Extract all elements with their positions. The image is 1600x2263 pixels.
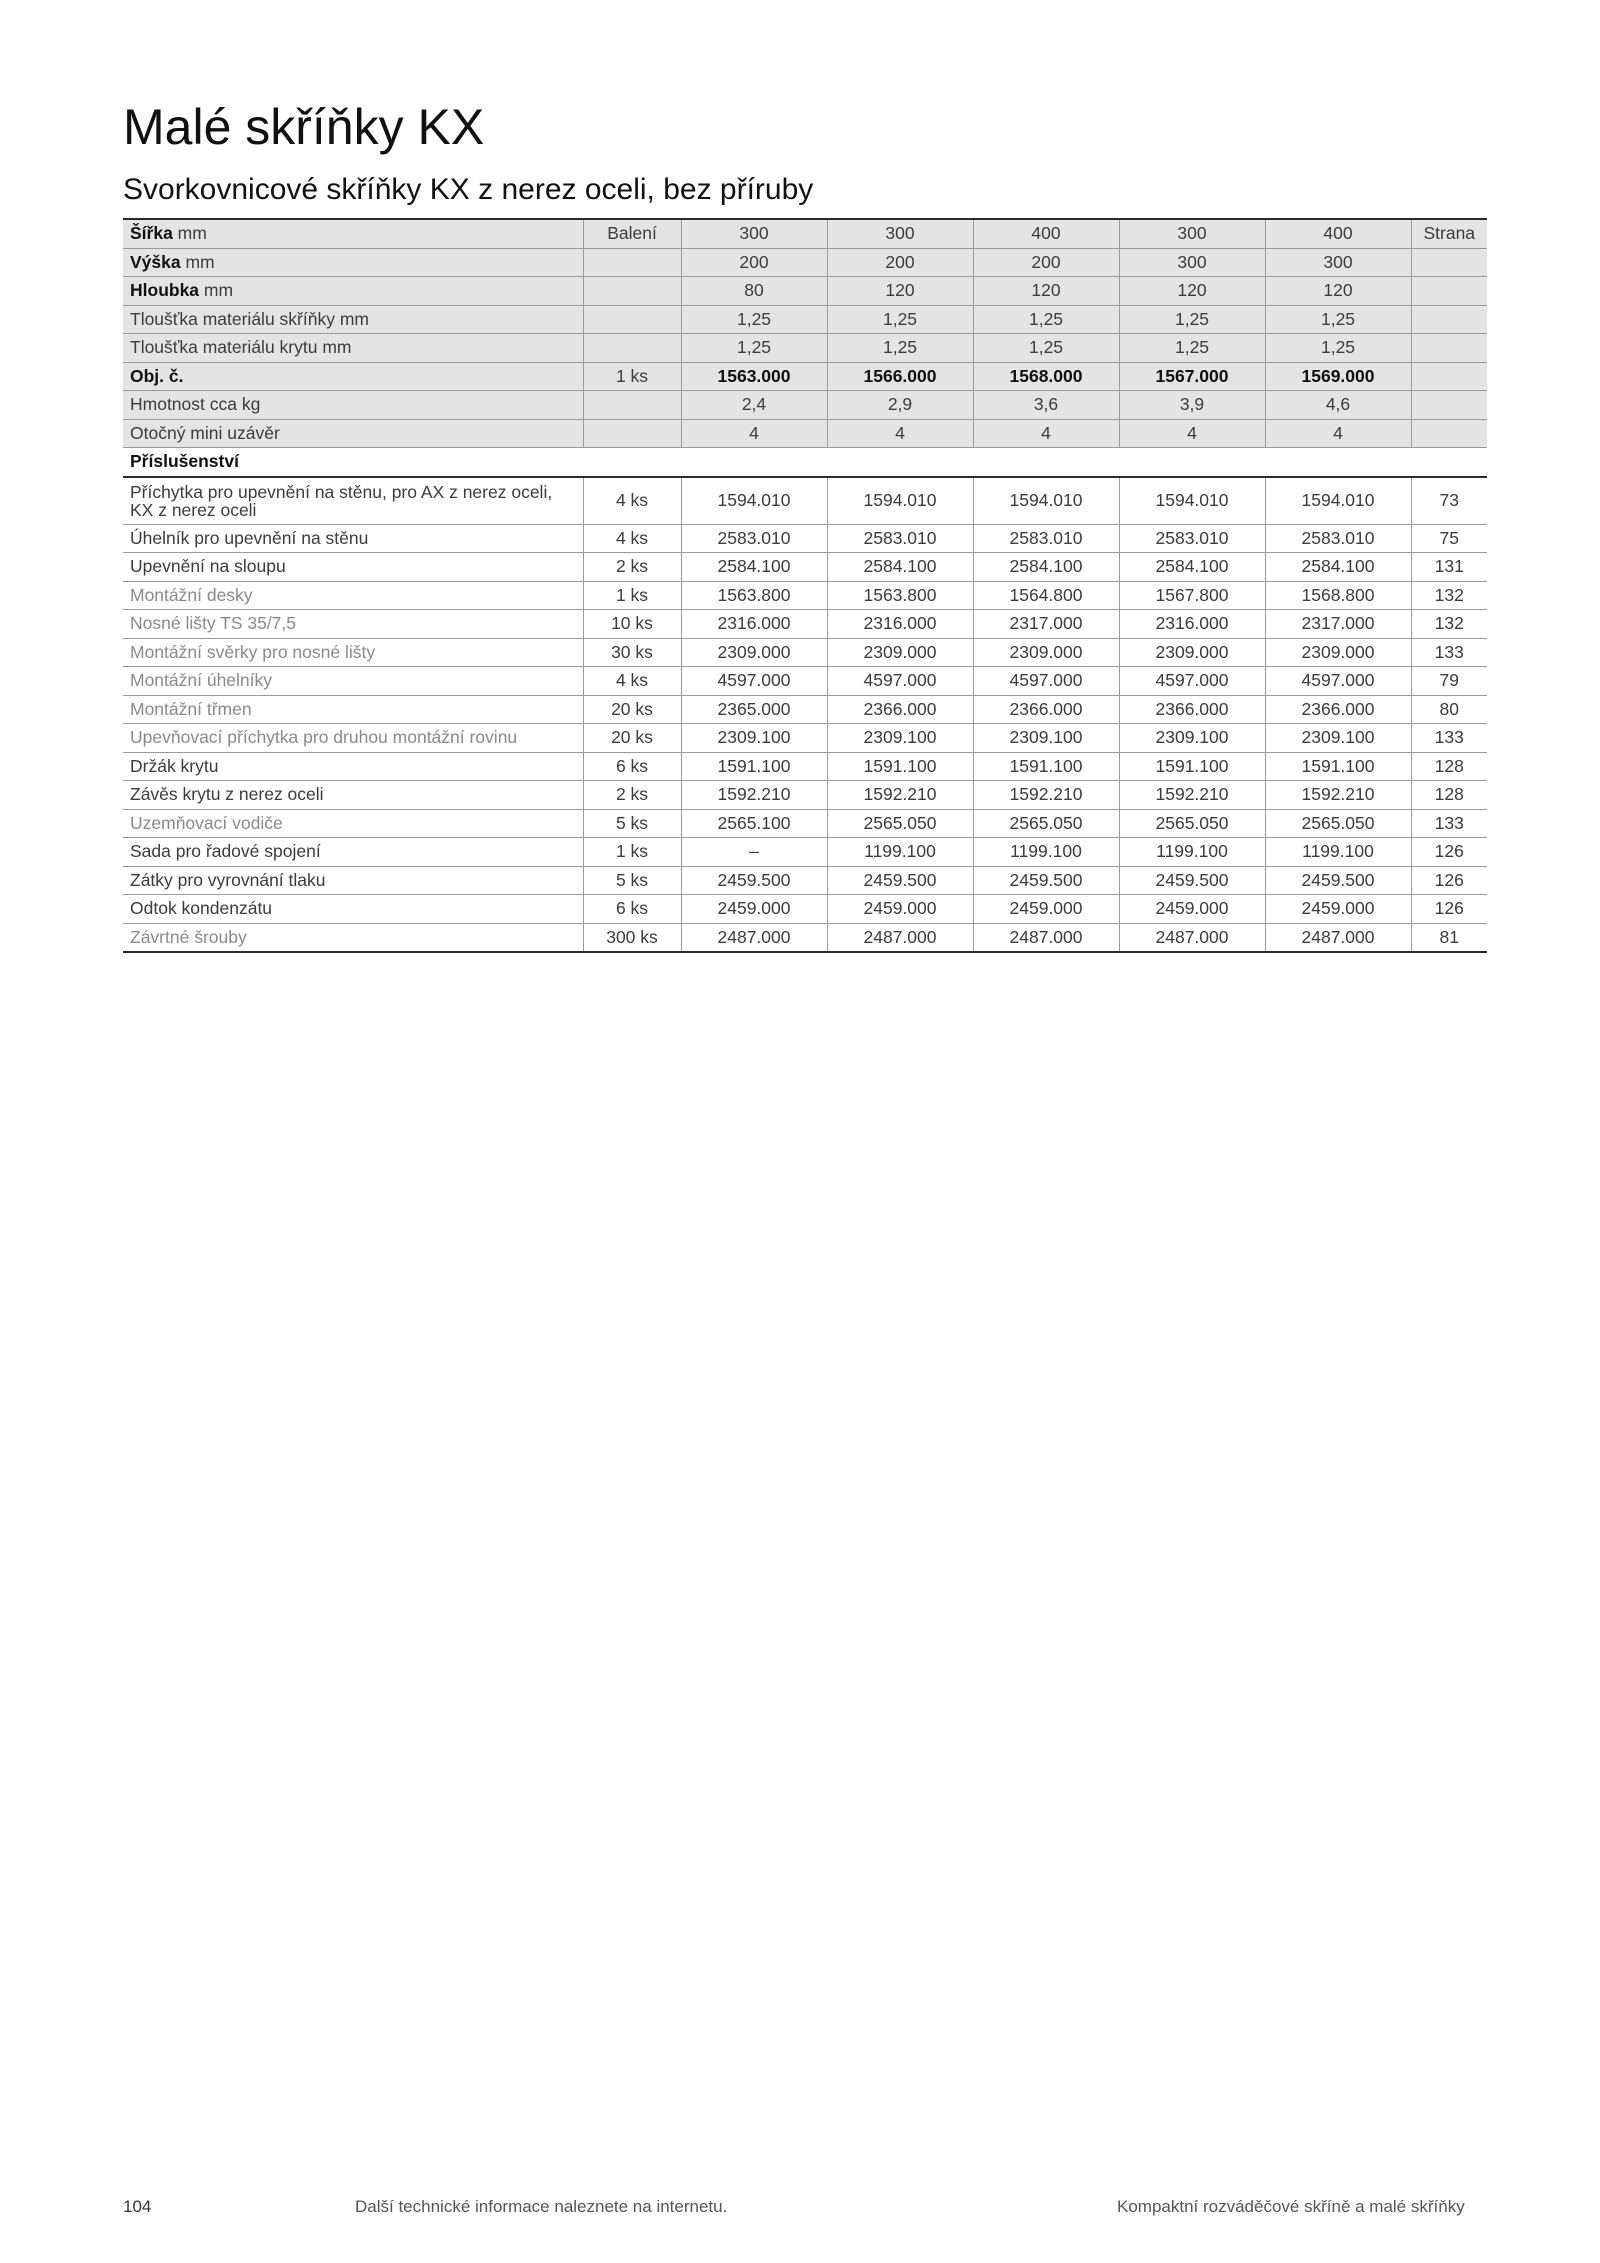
value-cell: 1594.010: [681, 477, 827, 525]
value-cell: 80: [681, 277, 827, 306]
value-cell: 1,25: [827, 334, 973, 363]
row-label: Tloušťka materiálu krytu mm: [123, 334, 583, 363]
row-label: Montážní třmen: [123, 695, 583, 724]
value-cell: 1199.100: [827, 838, 973, 867]
table-row: [123, 610, 1487, 639]
value-cell: 300: [1119, 219, 1265, 248]
page-cell: 79: [1411, 667, 1487, 696]
value-cell: 2584.100: [1265, 553, 1411, 582]
row-label: Nosné lišty TS 35/7,5: [123, 610, 583, 639]
value-cell: 120: [1265, 277, 1411, 306]
pack-cell: Balení: [583, 219, 681, 248]
value-cell: 200: [681, 248, 827, 277]
value-cell: 1594.010: [827, 477, 973, 525]
page-cell: 132: [1411, 610, 1487, 639]
table-row: [123, 524, 1487, 553]
row-label: Úhelník pro upevnění na stěnu: [123, 524, 583, 553]
value-cell: 2309.100: [973, 724, 1119, 753]
page-cell: 131: [1411, 553, 1487, 582]
value-cell: 2459.000: [681, 895, 827, 924]
row-label: Sada pro řadové spojení: [123, 838, 583, 867]
page-cell: 80: [1411, 695, 1487, 724]
table-row: [123, 391, 1487, 420]
value-cell: 400: [1265, 219, 1411, 248]
value-cell: 4597.000: [1119, 667, 1265, 696]
table-row: [123, 838, 1487, 867]
table-row: [123, 695, 1487, 724]
pack-cell: 300 ks: [583, 923, 681, 952]
value-cell: 1567.000: [1119, 362, 1265, 391]
page-cell: 133: [1411, 809, 1487, 838]
row-label: Držák krytu: [123, 752, 583, 781]
value-cell: 2309.100: [1119, 724, 1265, 753]
pack-cell: [583, 391, 681, 420]
row-label: Obj. č.: [123, 362, 583, 391]
value-cell: 1,25: [827, 305, 973, 334]
value-cell: 2309.000: [1119, 638, 1265, 667]
value-cell: 2459.500: [1265, 866, 1411, 895]
value-cell: 2583.010: [1119, 524, 1265, 553]
value-cell: 2487.000: [973, 923, 1119, 952]
value-cell: 2459.500: [1119, 866, 1265, 895]
value-cell: 2366.000: [1119, 695, 1265, 724]
value-cell: 1592.210: [973, 781, 1119, 810]
table-row: [123, 553, 1487, 582]
value-cell: 1,25: [1265, 305, 1411, 334]
table-row: [123, 923, 1487, 952]
pack-cell: 2 ks: [583, 553, 681, 582]
page-cell: [1411, 305, 1487, 334]
pack-cell: 5 ks: [583, 866, 681, 895]
value-cell: 2583.010: [973, 524, 1119, 553]
value-cell: 1564.800: [973, 581, 1119, 610]
value-cell: 1,25: [1119, 334, 1265, 363]
row-label: Šířka mm: [123, 219, 583, 248]
row-label: Hloubka mm: [123, 277, 583, 306]
value-cell: 4597.000: [681, 667, 827, 696]
row-label: Tloušťka materiálu skříňky mm: [123, 305, 583, 334]
value-cell: 200: [973, 248, 1119, 277]
value-cell: 2459.500: [973, 866, 1119, 895]
table-row: [123, 477, 1487, 525]
value-cell: 2,9: [827, 391, 973, 420]
value-cell: 120: [973, 277, 1119, 306]
pack-cell: [583, 248, 681, 277]
value-cell: 2583.010: [827, 524, 973, 553]
row-label: Uzemňovací vodiče: [123, 809, 583, 838]
value-cell: 2487.000: [681, 923, 827, 952]
pack-cell: 6 ks: [583, 895, 681, 924]
value-cell: 2583.010: [681, 524, 827, 553]
page-cell: [1411, 334, 1487, 363]
value-cell: 2583.010: [1265, 524, 1411, 553]
page-title: Malé skříňky KX: [123, 99, 485, 155]
value-cell: 2565.050: [827, 809, 973, 838]
table-row: [123, 667, 1487, 696]
value-cell: 2565.050: [1265, 809, 1411, 838]
value-cell: 1591.100: [973, 752, 1119, 781]
page-cell: 133: [1411, 724, 1487, 753]
value-cell: 2487.000: [1119, 923, 1265, 952]
footer-section: Kompaktní rozváděčové skříně a malé skříňky: [1117, 2197, 1465, 2216]
pack-cell: 5 ks: [583, 809, 681, 838]
pack-cell: 2 ks: [583, 781, 681, 810]
value-cell: 3,9: [1119, 391, 1265, 420]
value-cell: 2459.000: [973, 895, 1119, 924]
value-cell: 1199.100: [1265, 838, 1411, 867]
value-cell: 1563.800: [681, 581, 827, 610]
page-cell: 128: [1411, 752, 1487, 781]
product-table: [123, 218, 1487, 953]
accessories-heading: Příslušenství: [123, 448, 1487, 477]
value-cell: 2584.100: [827, 553, 973, 582]
value-cell: 300: [1119, 248, 1265, 277]
value-cell: 4: [1119, 419, 1265, 448]
page-cell: 132: [1411, 581, 1487, 610]
value-cell: 1566.000: [827, 362, 973, 391]
value-cell: 1,25: [681, 305, 827, 334]
value-cell: 2565.050: [1119, 809, 1265, 838]
value-cell: 1563.000: [681, 362, 827, 391]
row-label: Zátky pro vyrovnání tlaku: [123, 866, 583, 895]
value-cell: 2487.000: [1265, 923, 1411, 952]
value-cell: 2309.000: [681, 638, 827, 667]
page-cell: 73: [1411, 477, 1487, 525]
value-cell: 1,25: [973, 305, 1119, 334]
table-row: [123, 752, 1487, 781]
row-label: Montážní svěrky pro nosné lišty: [123, 638, 583, 667]
value-cell: 2309.100: [827, 724, 973, 753]
value-cell: 4: [681, 419, 827, 448]
value-cell: 2459.000: [1119, 895, 1265, 924]
pack-cell: 30 ks: [583, 638, 681, 667]
table-row: [123, 809, 1487, 838]
row-label: Výška mm: [123, 248, 583, 277]
value-cell: 2316.000: [681, 610, 827, 639]
table-row: [123, 895, 1487, 924]
value-cell: 1568.000: [973, 362, 1119, 391]
value-cell: 1592.210: [1265, 781, 1411, 810]
page-cell: [1411, 391, 1487, 420]
page-number: 104: [123, 2197, 152, 2216]
value-cell: 120: [827, 277, 973, 306]
pack-cell: 20 ks: [583, 695, 681, 724]
value-cell: 2309.100: [1265, 724, 1411, 753]
page-cell: 133: [1411, 638, 1487, 667]
table-row: [123, 334, 1487, 363]
value-cell: 2365.000: [681, 695, 827, 724]
value-cell: 1594.010: [973, 477, 1119, 525]
value-cell: 1,25: [1119, 305, 1265, 334]
value-cell: 400: [973, 219, 1119, 248]
value-cell: 4597.000: [1265, 667, 1411, 696]
page-cell: 128: [1411, 781, 1487, 810]
value-cell: 2584.100: [681, 553, 827, 582]
row-label: Montážní úhelníky: [123, 667, 583, 696]
pack-cell: 4 ks: [583, 524, 681, 553]
value-cell: 2,4: [681, 391, 827, 420]
pack-cell: 20 ks: [583, 724, 681, 753]
value-cell: 2366.000: [1265, 695, 1411, 724]
footer-note: Další technické informace naleznete na internetu.: [355, 2197, 728, 2216]
value-cell: 1,25: [1265, 334, 1411, 363]
row-label: Upevnění na sloupu: [123, 553, 583, 582]
value-cell: 2459.000: [827, 895, 973, 924]
value-cell: 4: [827, 419, 973, 448]
value-cell: 1592.210: [681, 781, 827, 810]
row-label: Odtok kondenzátu: [123, 895, 583, 924]
value-cell: 2309.100: [681, 724, 827, 753]
value-cell: 2584.100: [1119, 553, 1265, 582]
value-cell: 4,6: [1265, 391, 1411, 420]
page-cell: [1411, 277, 1487, 306]
page-cell: [1411, 248, 1487, 277]
product-table-body: [123, 219, 1487, 952]
pack-cell: 1 ks: [583, 581, 681, 610]
row-label: Hmotnost cca kg: [123, 391, 583, 420]
value-cell: 4: [1265, 419, 1411, 448]
table-row: [123, 638, 1487, 667]
table-row: [123, 305, 1487, 334]
table-row: [123, 219, 1487, 248]
page-cell: Strana: [1411, 219, 1487, 248]
page-cell: 126: [1411, 895, 1487, 924]
value-cell: 300: [1265, 248, 1411, 277]
value-cell: 1591.100: [827, 752, 973, 781]
pack-cell: 10 ks: [583, 610, 681, 639]
pack-cell: 1 ks: [583, 838, 681, 867]
value-cell: 2366.000: [973, 695, 1119, 724]
value-cell: 300: [681, 219, 827, 248]
value-cell: 2317.000: [973, 610, 1119, 639]
value-cell: 1594.010: [1265, 477, 1411, 525]
table-row: [123, 724, 1487, 753]
value-cell: 1563.800: [827, 581, 973, 610]
page-cell: 75: [1411, 524, 1487, 553]
value-cell: 2366.000: [827, 695, 973, 724]
pack-cell: 6 ks: [583, 752, 681, 781]
page-cell: 126: [1411, 838, 1487, 867]
value-cell: 4: [973, 419, 1119, 448]
value-cell: 2309.000: [1265, 638, 1411, 667]
page-cell: 81: [1411, 923, 1487, 952]
value-cell: 2316.000: [827, 610, 973, 639]
section-row: [123, 448, 1487, 477]
value-cell: 1592.210: [827, 781, 973, 810]
table-row: [123, 781, 1487, 810]
value-cell: 2309.000: [827, 638, 973, 667]
page-cell: [1411, 362, 1487, 391]
value-cell: 120: [1119, 277, 1265, 306]
page-cell: 126: [1411, 866, 1487, 895]
value-cell: 1567.800: [1119, 581, 1265, 610]
value-cell: 1199.100: [1119, 838, 1265, 867]
value-cell: –: [681, 838, 827, 867]
table-row: [123, 581, 1487, 610]
value-cell: 2459.500: [827, 866, 973, 895]
page-cell: [1411, 419, 1487, 448]
row-label: Závrtné šrouby: [123, 923, 583, 952]
value-cell: 2309.000: [973, 638, 1119, 667]
value-cell: 1568.800: [1265, 581, 1411, 610]
value-cell: 2565.100: [681, 809, 827, 838]
value-cell: 4597.000: [827, 667, 973, 696]
pack-cell: [583, 305, 681, 334]
value-cell: 2316.000: [1119, 610, 1265, 639]
pack-cell: 4 ks: [583, 477, 681, 525]
value-cell: 2317.000: [1265, 610, 1411, 639]
value-cell: 2584.100: [973, 553, 1119, 582]
pack-cell: [583, 334, 681, 363]
table-row: [123, 419, 1487, 448]
table-row: [123, 866, 1487, 895]
value-cell: 2565.050: [973, 809, 1119, 838]
value-cell: 1,25: [681, 334, 827, 363]
value-cell: 1591.100: [1265, 752, 1411, 781]
value-cell: 1,25: [973, 334, 1119, 363]
row-label: Montážní desky: [123, 581, 583, 610]
value-cell: 2487.000: [827, 923, 973, 952]
row-label: Příchytka pro upevnění na stěnu, pro AX z nerez oceli, KX z nerez oceli: [123, 477, 583, 525]
row-label: Závěs krytu z nerez oceli: [123, 781, 583, 810]
value-cell: 3,6: [973, 391, 1119, 420]
value-cell: 1592.210: [1119, 781, 1265, 810]
table-row: [123, 362, 1487, 391]
value-cell: 4597.000: [973, 667, 1119, 696]
value-cell: 1591.100: [681, 752, 827, 781]
pack-cell: 4 ks: [583, 667, 681, 696]
table-row: [123, 277, 1487, 306]
value-cell: 200: [827, 248, 973, 277]
pack-cell: [583, 419, 681, 448]
value-cell: 2459.500: [681, 866, 827, 895]
value-cell: 300: [827, 219, 973, 248]
value-cell: 1569.000: [1265, 362, 1411, 391]
value-cell: 1199.100: [973, 838, 1119, 867]
page-subtitle: Svorkovnicové skříňky KX z nerez oceli, bez příruby: [123, 173, 814, 206]
row-label: Otočný mini uzávěr: [123, 419, 583, 448]
table-row: [123, 248, 1487, 277]
pack-cell: [583, 277, 681, 306]
value-cell: 2459.000: [1265, 895, 1411, 924]
pack-cell: 1 ks: [583, 362, 681, 391]
value-cell: 1594.010: [1119, 477, 1265, 525]
value-cell: 1591.100: [1119, 752, 1265, 781]
row-label: Upevňovací příchytka pro druhou montážní rovinu: [123, 724, 583, 753]
